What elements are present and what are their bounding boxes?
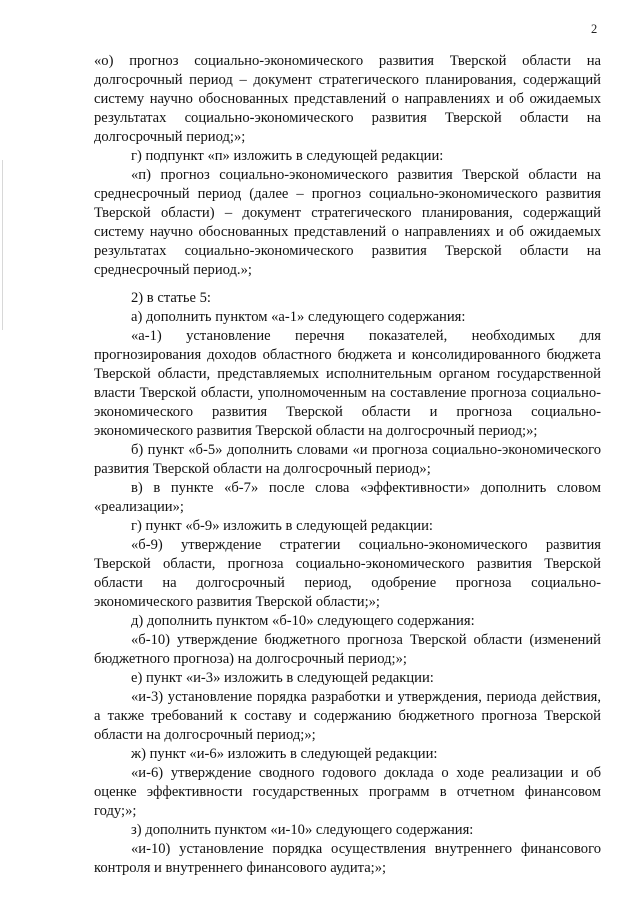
paragraph-subitem-zh: ж) пункт «и-6» изложить в следующей редакции:	[131, 746, 438, 762]
paragraph-item-b9: «б-9) утверждение стратегии социально-экономического развития Тверской области, прогноза социально-экономического развития Тверской области на долгосрочный период, одобрение прогноза социально-экономического развития Тверской области;»;	[94, 537, 601, 610]
paragraph-article-5: 2) в статье 5:	[131, 290, 211, 306]
paragraph-subitem-g: г) подпункт «п» изложить в следующей редакции:	[131, 148, 444, 164]
page-number: 2	[591, 22, 598, 36]
paragraph-item-i6: «и-6) утверждение сводного годового доклада о ходе реализации и об оценке эффективности государственных программ в отчетном финансовом году;»;	[94, 765, 601, 819]
paragraph-subitem-b: б) пункт «б-5» дополнить словами «и прогноза социально-экономического развития Тверской области на долгосрочный период»;	[94, 442, 601, 477]
paragraph-subitem-a: а) дополнить пунктом «а-1» следующего содержания:	[131, 309, 466, 325]
paragraph-subitem-e: е) пункт «и-3» изложить в следующей редакции:	[131, 670, 434, 686]
paragraph-subitem-d: д) дополнить пунктом «б-10» следующего содержания:	[131, 613, 475, 629]
document-body	[94, 52, 601, 878]
paragraph-item-p-definition: «п) прогноз социально-экономического развития Тверской области на среднесрочный период (далее – прогноз социально-экономического развития Тверской области) – документ стратегического планирования, содержащий систему научно обоснованных представлений о направлениях и об ожидаемых результатах социально-экономического развития Тверской области на среднесрочный период.»;	[94, 167, 601, 278]
paragraph-subitem-z: з) дополнить пунктом «и-10» следующего содержания:	[131, 822, 474, 838]
scan-edge-mark	[2, 160, 3, 330]
paragraph-item-a1: «а-1) установление перечня показателей, необходимых для прогнозирования доходов областного бюджета и консолидированного бюджета Тверской области, представляемых исполнительным органом государственной власти Тверской области, уполномоченным на составление прогноза социально-экономического развития Тверской области и прогноза социально-экономического развития Тверской области на долгосрочный период;»;	[94, 328, 601, 439]
paragraph-item-o-definition: «о) прогноз социально-экономического развития Тверской области на долгосрочный период – документ стратегического планирования, содержащий систему научно обоснованных представлений о направлениях и об ожидаемых результатах социально-экономического развития Тверской области на долгосрочный период;»;	[94, 53, 601, 145]
paragraph-item-i3: «и-3) установление порядка разработки и утверждения, периода действия, а также требований к составу и содержанию бюджетного прогноза Тверской области на долгосрочный период;»;	[94, 689, 601, 743]
paragraph-item-b10: «б-10) утверждение бюджетного прогноза Тверской области (изменений бюджетного прогноза) на долгосрочный период;»;	[94, 632, 601, 667]
paragraph-item-i10: «и-10) установление порядка осуществления внутреннего финансового контроля и внутреннего финансового аудита;»;	[94, 841, 601, 876]
paragraph-subitem-g2: г) пункт «б-9» изложить в следующей редакции:	[131, 518, 433, 534]
paragraph-subitem-v: в) в пункте «б-7» после слова «эффективности» дополнить словом «реализации»;	[94, 480, 601, 515]
